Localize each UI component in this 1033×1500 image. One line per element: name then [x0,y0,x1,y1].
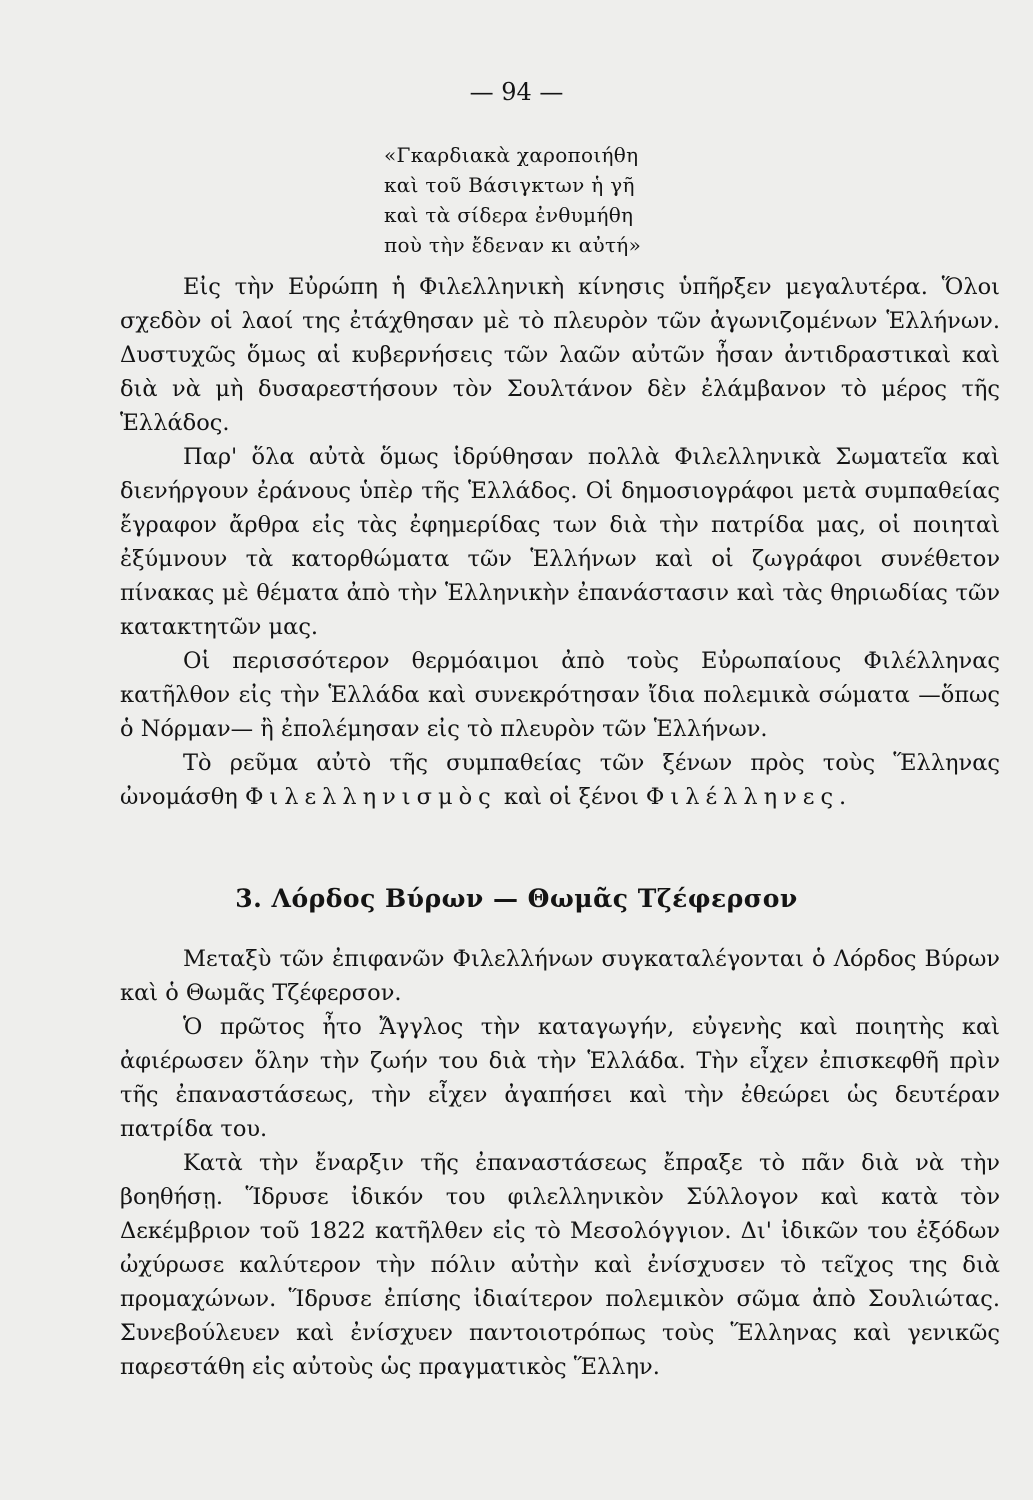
poem-quote [384,140,641,260]
paragraph: Ὁ πρῶτος ἦτο Ἄγγλος τὴν καταγωγήν, εὐγενὴς καὶ ποιητὴς καὶ ἀφιέρωσεν ὅλην τὴν ζωήν του διὰ τὴν Ἑλλάδα. Τὴν εἶχεν ἐπισκεφθῆ πρὶν τῆς ἐπαναστάσεως, τὴν εἶχεν ἀγαπήσει καὶ τὴν ἐθεώρει ὡς δευτέραν πατρίδα του. [120,1014,1000,1142]
section-byron-jefferson-text [120,942,1000,1384]
term-philhellenes: Φιλέλληνες [645,784,840,810]
paragraph: Παρ' ὅλα αὐτὰ ὅμως ἱδρύθησαν πολλὰ Φιλελληνικὰ Σωματεῖα καὶ διενήργουν ἐράνους ὑπὲρ τῆς Ἑλλάδος. Οἱ δημοσιογράφοι μετὰ συμπαθείας ἔγραφον ἄρθρα εἰς τὰς ἐφημερίδας των διὰ τὴν πατρίδα μας, οἱ ποιηταὶ ἐξύμνουν τὰ κατορθώματα τῶν Ἑλλήνων καὶ οἱ ζωγράφοι συνέθετον πίνακας μὲ θέματα ἀπὸ τὴν Ἑλληνικὴν ἐπανάστασιν καὶ τὰς θηριωδίας τῶν κατακτητῶν μας. [120,444,1000,640]
poem-line: καὶ τοῦ Βάσιγκτων ἡ γῆ [384,173,635,197]
paragraph-text: . [839,784,847,810]
poem-line: καὶ τὰ σίδερα ἐνθυμήθη [384,203,634,227]
section-heading: 3. Λόρδος Βύρων — Θωμᾶς Τζέφερσον [235,884,798,913]
poem-line: ποὺ τὴν ἔδεναν κι αὐτή» [384,233,642,257]
paragraph: Μεταξὺ τῶν ἐπιφανῶν Φιλελλήνων συγκαταλέγονται ὁ Λόρδος Βύρων καὶ ὁ Θωμᾶς Τζέφερσον. [120,946,1000,1006]
poem-line: «Γκαρδιακὰ χαροποιήθη [384,143,639,167]
paragraph-text: Τὸ ρεῦμα αὐτὸ τῆς συμπαθείας τῶν ξένων πρὸς τοὺς Ἕλληνας ὠνομάσθη [120,750,1000,810]
paragraph-text: καὶ οἱ ξένοι [496,784,646,810]
term-philhellenism: Φιλελληνισμὸς [244,784,497,810]
paragraph: Οἱ περισσότερον θερμόαιμοι ἀπὸ τοὺς Εὐρωπαίους Φιλέλληνας κατῆλθον εἰς τὴν Ἑλλάδα καὶ συνεκρότησαν ἴδια πολεμικὰ σώματα —ὅπως ὁ Νόρμαν— ἢ ἐπολέμησαν εἰς τὸ πλευρὸν τῶν Ἑλλήνων. [120,648,1000,742]
paragraph: Κατὰ τὴν ἔναρξιν τῆς ἐπαναστάσεως ἔπραξε τὸ πᾶν διὰ νὰ τὴν βοηθήσῃ. Ἵδρυσε ἰδικόν του φιλελληνικὸν Σύλλογον καὶ κατὰ τὸν Δεκέμβριον τοῦ 1822 κατῆλθεν εἰς τὸ Μεσολόγγιον. Δι' ἰδικῶν του ἐξόδων ὠχύρωσε καλύτερον τὴν πόλιν αὐτὴν καὶ ἐνίσχυσεν τὸ τεῖχος της διὰ προμαχώνων. Ἵδρυσε ἐπίσης ἰδιαίτερον πολεμικὸν σῶμα ἀπὸ Σουλιώτας. Συνεβούλευεν καὶ ἐνίσχυεν παντοιοτρόπως τοὺς Ἕλληνας καὶ γενικῶς παρεστάθη εἰς αὐτοὺς ὡς πραγματικὸς Ἕλλην. [120,1150,1000,1380]
section-philhellenism-text [120,270,1000,814]
paragraph: Εἰς τὴν Εὐρώπη ἡ Φιλελληνικὴ κίνησις ὑπῆρξεν μεγαλυτέρα. Ὅλοι σχεδὸν οἱ λαοί της ἐτάχθησαν μὲ τὸ πλευρὸν τῶν ἀγωνιζομένων Ἑλλήνων. Δυστυχῶς ὅμως αἱ κυβερνήσεις τῶν λαῶν αὐτῶν ἦσαν ἀντιδραστικαὶ καὶ διὰ νὰ μὴ δυσαρεστήσουν τὸν Σουλτάνον δὲν ἐλάμβανον τὸ μέρος τῆς Ἑλλάδος. [120,274,1000,436]
paragraph [120,746,1000,814]
page-number: — 94 — [469,78,564,106]
